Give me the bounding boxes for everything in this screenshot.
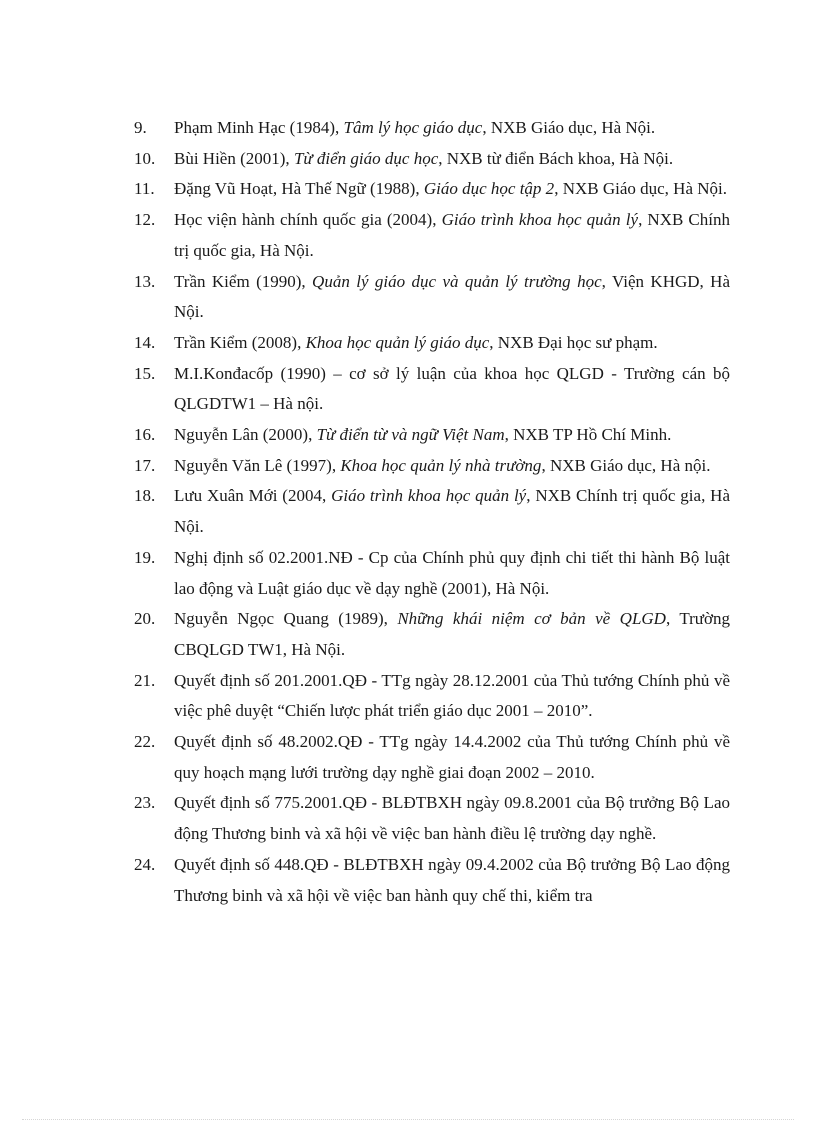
reference-number: 11. — [134, 179, 155, 199]
reference-publisher: , NXB Đại học sư phạm. — [489, 332, 658, 352]
reference-text — [174, 850, 730, 911]
reference-authors: Đặng Vũ Hoạt, Hà Thế Ngữ (1988), — [174, 179, 424, 199]
reference-publisher: , NXB Giáo dục, Hà nội. — [541, 455, 711, 475]
reference-text — [174, 788, 730, 849]
reference-item — [134, 543, 730, 604]
reference-item — [134, 451, 730, 482]
reference-text — [174, 666, 730, 727]
reference-authors: Nguyễn Ngọc Quang (1989), — [174, 609, 398, 629]
reference-title: Tâm lý học giáo dục — [343, 118, 483, 137]
reference-publisher: , Trường CBQLGD TW1, Hà Nội. — [174, 609, 730, 659]
reference-number: 23. — [134, 793, 156, 813]
reference-number: 19. — [134, 547, 156, 567]
reference-item — [134, 850, 730, 911]
reference-number: 18. — [134, 486, 156, 506]
reference-title: Quản lý giáo dục và quản lý trường học — [312, 271, 602, 291]
reference-item — [134, 481, 730, 542]
reference-text — [174, 328, 730, 359]
reference-item — [134, 174, 730, 205]
page-bottom-border — [22, 1119, 794, 1120]
reference-item — [134, 420, 730, 451]
reference-authors: Trần Kiểm (2008), — [174, 332, 306, 352]
reference-publisher: , NXB TP Hồ Chí Minh. — [504, 425, 672, 445]
reference-item — [134, 788, 730, 849]
reference-publisher: , NXB từ điển Bách khoa, Hà Nội. — [438, 148, 674, 168]
reference-item — [134, 666, 730, 727]
reference-title: Giáo dục học tập 2 — [423, 179, 555, 199]
reference-authors: M.I.Konđacốp (1990) – cơ sở lý luận của khoa học QLGD - Trường cán bộ QLGDTW1 – Hà nội. — [174, 363, 730, 414]
reference-text — [174, 267, 730, 328]
reference-publisher: , NXB Giáo dục, Hà Nội. — [554, 179, 727, 199]
reference-number: 14. — [134, 332, 156, 352]
reference-number: 12. — [134, 210, 156, 230]
reference-item — [134, 205, 730, 266]
reference-authors: Quyết định số 48.2002.QĐ - TTg ngày 14.4.2002 của Thủ tướng Chính phủ về quy hoạch mạng lưới trường dạy nghề giai đoạn 2002 – 2010. — [174, 732, 730, 782]
reference-item — [134, 328, 730, 359]
reference-authors: Quyết định số 775.2001.QĐ - BLĐTBXH ngày 09.8.2001 của Bộ trưởng Bộ Lao động Thương binh và xã hội về việc ban hành điều lệ trường dạy nghề. — [174, 793, 730, 844]
reference-number: 9. — [134, 118, 147, 137]
reference-item — [134, 727, 730, 788]
reference-text — [174, 451, 730, 482]
reference-authors: Lưu Xuân Mới (2004, — [174, 486, 332, 506]
reference-number: 13. — [134, 271, 156, 291]
reference-authors: Quyết định số 201.2001.QĐ - TTg ngày 28.12.2001 của Thủ tướng Chính phủ về việc phê duyệt “Chiến lược phát triển giáo dục 2001 – 2010”. — [174, 670, 730, 721]
reference-title: Từ điển giáo dục học — [293, 148, 439, 168]
reference-publisher: , NXB Chính trị quốc gia, Hà Nội. — [174, 486, 730, 537]
reference-list — [134, 113, 730, 911]
reference-title: Giáo trình khoa học quản lý — [441, 210, 639, 230]
reference-authors: Quyết định số 448.QĐ - BLĐTBXH ngày 09.4.2002 của Bộ trưởng Bộ Lao động Thương binh và xã hội về việc ban hành quy chế thi, kiểm tra — [174, 854, 730, 905]
reference-authors: Bùi Hiền (2001), — [174, 148, 294, 168]
reference-authors: Phạm Minh Hạc (1984), — [174, 118, 344, 137]
reference-text — [174, 604, 730, 665]
reference-text — [174, 113, 730, 144]
reference-publisher: , Viện KHGD, Hà Nội. — [174, 271, 730, 322]
reference-number: 16. — [134, 425, 156, 445]
reference-item — [134, 359, 730, 420]
reference-publisher: , NXB Chính trị quốc gia, Hà Nội. — [174, 210, 730, 260]
reference-authors: Nguyễn Lân (2000), — [174, 425, 317, 445]
reference-number: 22. — [134, 732, 156, 752]
reference-text — [174, 727, 730, 788]
reference-title: Khoa học quản lý nhà trường — [340, 455, 542, 475]
reference-item — [134, 267, 730, 328]
reference-item — [134, 144, 730, 175]
reference-title: Khoa học quản lý giáo dục — [305, 332, 490, 352]
reference-text — [174, 359, 730, 420]
reference-text — [174, 543, 730, 604]
reference-text — [174, 144, 730, 175]
reference-authors: Nguyễn Văn Lê (1997), — [174, 455, 341, 475]
reference-item — [134, 604, 730, 665]
reference-number: 20. — [134, 609, 156, 629]
reference-number: 21. — [134, 670, 156, 690]
reference-title: Những khái niệm cơ bản về QLGD — [397, 609, 666, 629]
reference-publisher: , NXB Giáo dục, Hà Nội. — [482, 118, 656, 137]
reference-text — [174, 205, 730, 266]
reference-authors: Trần Kiểm (1990), — [174, 271, 313, 291]
reference-number: 10. — [134, 148, 156, 168]
reference-authors: Học viện hành chính quốc gia (2004), — [174, 210, 442, 230]
reference-item — [134, 113, 730, 144]
reference-title: Từ điển từ và ngữ Việt Nam — [316, 425, 505, 445]
reference-number: 15. — [134, 363, 156, 383]
reference-text — [174, 481, 730, 542]
reference-authors: Nghị định số 02.2001.NĐ - Cp của Chính phủ quy định chi tiết thi hành Bộ luật lao động và Luật giáo dục về dạy nghề (2001), Hà Nội. — [174, 547, 730, 598]
reference-number: 17. — [134, 455, 156, 475]
reference-text — [174, 420, 730, 451]
reference-title: Giáo trình khoa học quản lý — [331, 486, 527, 506]
reference-text — [174, 174, 730, 205]
reference-number: 24. — [134, 854, 156, 874]
